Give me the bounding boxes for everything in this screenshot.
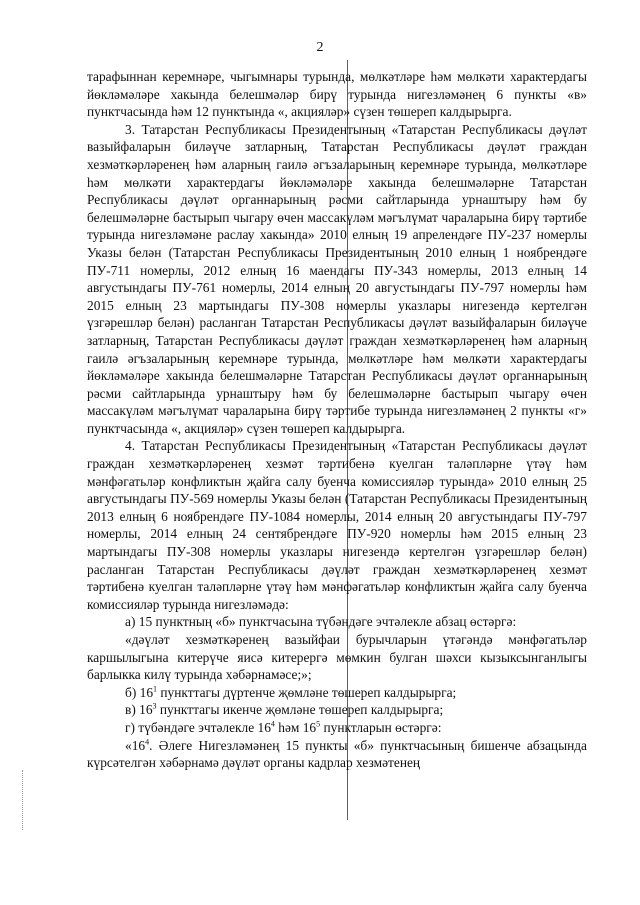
document-body bbox=[87, 68, 587, 772]
superscript: 3 bbox=[152, 701, 157, 711]
paragraph-item-3 bbox=[87, 121, 587, 438]
margin-marks bbox=[22, 770, 27, 830]
paragraph-text: тарафыннан керемнәре, чыгымнары турында, мөлкәтләре һәм мөлкәти характердагы йөкләмәләре хакында белешмәләр бирү турында нигезләмәнең 6 пункты «в» пунктчасында һәм 12 пунктында «, акцияләр» сүзен төшереп калдырырга. bbox=[87, 69, 587, 120]
paragraph-text-after: пункттагы дүртенче җөмләне төшереп калдырырга; bbox=[157, 684, 457, 700]
paragraph-text: в) 16 bbox=[125, 702, 153, 718]
superscript: 5 bbox=[316, 719, 321, 729]
paragraph-item-4 bbox=[87, 437, 587, 613]
subitem-g bbox=[87, 719, 587, 737]
subitem-v bbox=[87, 701, 587, 719]
quoted-abzac bbox=[87, 631, 587, 684]
superscript: 4 bbox=[270, 719, 275, 729]
subitem-b bbox=[87, 684, 587, 702]
paragraph-text: 4. Татарстан Республикасы Президентының «Татарстан Республикасы дәүләт граждан хезмәткәрләренең хезмәт тәртибенә куелган таләпләрне үтәү һәм мәнфәгатьләр конфликтын җайга салу буенча комиссияләр турында» 2010 елның 25 августындагы ПУ-569 номерлы Указы белән (Татарстан Республикасы Президентының 2013 елның 6 ноябрендәге ПУ-1084 номерлы, 2014 елның 20 августындагы ПУ-797 номерлы, 2014 елның 24 сентябрендәге ПУ-920 номерлы һәм 2015 елның 23 мартындагы ПУ-308 номерлы указлары нигезендә кертелгән үзгәрешләр белән) расланган Татарстан Республикасы дәүләт граждан хезмәткәрләренең хезмәт тәртибенә куелган таләпләрне үтәү һәм мәнфәгатьләр конфликтын җайга салу буенча комиссияләр турында нигезләмәдә: bbox=[87, 438, 587, 612]
paragraph-text-after: пункттагы икенче җөмләне төшереп калдырырга; bbox=[156, 702, 444, 718]
paragraph-continuation bbox=[87, 68, 587, 121]
superscript: 4 bbox=[145, 737, 150, 747]
paragraph-text: «16 bbox=[125, 737, 146, 753]
item-16-4 bbox=[87, 737, 587, 772]
paragraph-text: б) 16 bbox=[125, 684, 154, 700]
paragraph-text-after: . Әлеге Нигезләмәнең 15 пункты «б» пунктчасының бишенче абзацында күрсәтелгән хәбәрнамә дәүләт органы кадрлар хезмәтенең bbox=[87, 737, 587, 771]
paragraph-text-after: һәм 16 bbox=[274, 719, 317, 735]
paragraph-text-after: пунктларын өстәргә: bbox=[320, 719, 442, 735]
paragraph-text: «дәүләт хезмәткәренең вазыйфаи бурычларын үтәгәндә мәнфәгатьләр каршылыгына китерүче яисә китерергә мөмкин булган шәхси кызыксынганлыгы барлыкка килү турында хәбәрнамәсе;»; bbox=[87, 632, 587, 683]
paragraph-text: г) түбәндәге эчтәлекле 16 bbox=[125, 719, 271, 735]
superscript: 1 bbox=[153, 684, 158, 694]
subitem-a bbox=[87, 613, 587, 631]
paragraph-text: 3. Татарстан Республикасы Президентының «Татарстан Республикасы дәүләт вазыйфаларын биләүче затларның, Татарстан Республикасы дәүләт граждан хезмәткәрләренең һәм аларның гаилә әгъзаларының керемнәре турында, мөлкәтләре һәм мөлкәти характердагы йөкләмәләре хакында белешмәләрне Татарстан Республикасы дәүләт органнарының рәсми сайтларында урнаштыру һәм бу белешмәләрне бастырып чыгару өчен массакүләм мәгълүмат чараларына бирү тәртибе турында нигезләмәне раслау хакында» 2010 елның 19 апрелендәге ПУ-237 номерлы Указы белән (Татарстан Республикасы Президентының 2010 елның 1 ноябрендәге ПУ-711 номерлы, 2012 елның 16 маендагы ПУ-343 номерлы, 2013 елның 14 августындагы ПУ-761 номерлы, 2014 елның 20 августындагы ПУ-797 номерлы һәм 2015 елның 23 мартындагы ПУ-308 номерлы указлары нигезендә кертелгән үзгәрешләр белән) расланган Татарстан Республикасы дәүләт вазыйфаларын биләүче затларның, Татарстан Республикасы дәүләт граждан хезмәткәрләренең һәм аларның гаилә әгъзаларының керемнәре турында, мөлкәтләре һәм мөлкәти характердагы йөкләмәләре хакында белешмәләрне Татарстан Республикасы дәүләт органнарының рәсми сайтларында урнаштыру һәм бу белешмәләрне бастырып чыгару өчен массакүләм мәгълүмат чараларына бирү тәртибе турында нигезләмәнең 2 пункты «г» пунктчасында «, акцияләр» сүзен төшереп калдырырга. bbox=[87, 121, 587, 436]
page-number: 2 bbox=[316, 40, 324, 55]
paragraph-text: а) 15 пунктның «б» пунктчасына түбәндәге эчтәлекле абзац өстәргә: bbox=[125, 614, 517, 630]
